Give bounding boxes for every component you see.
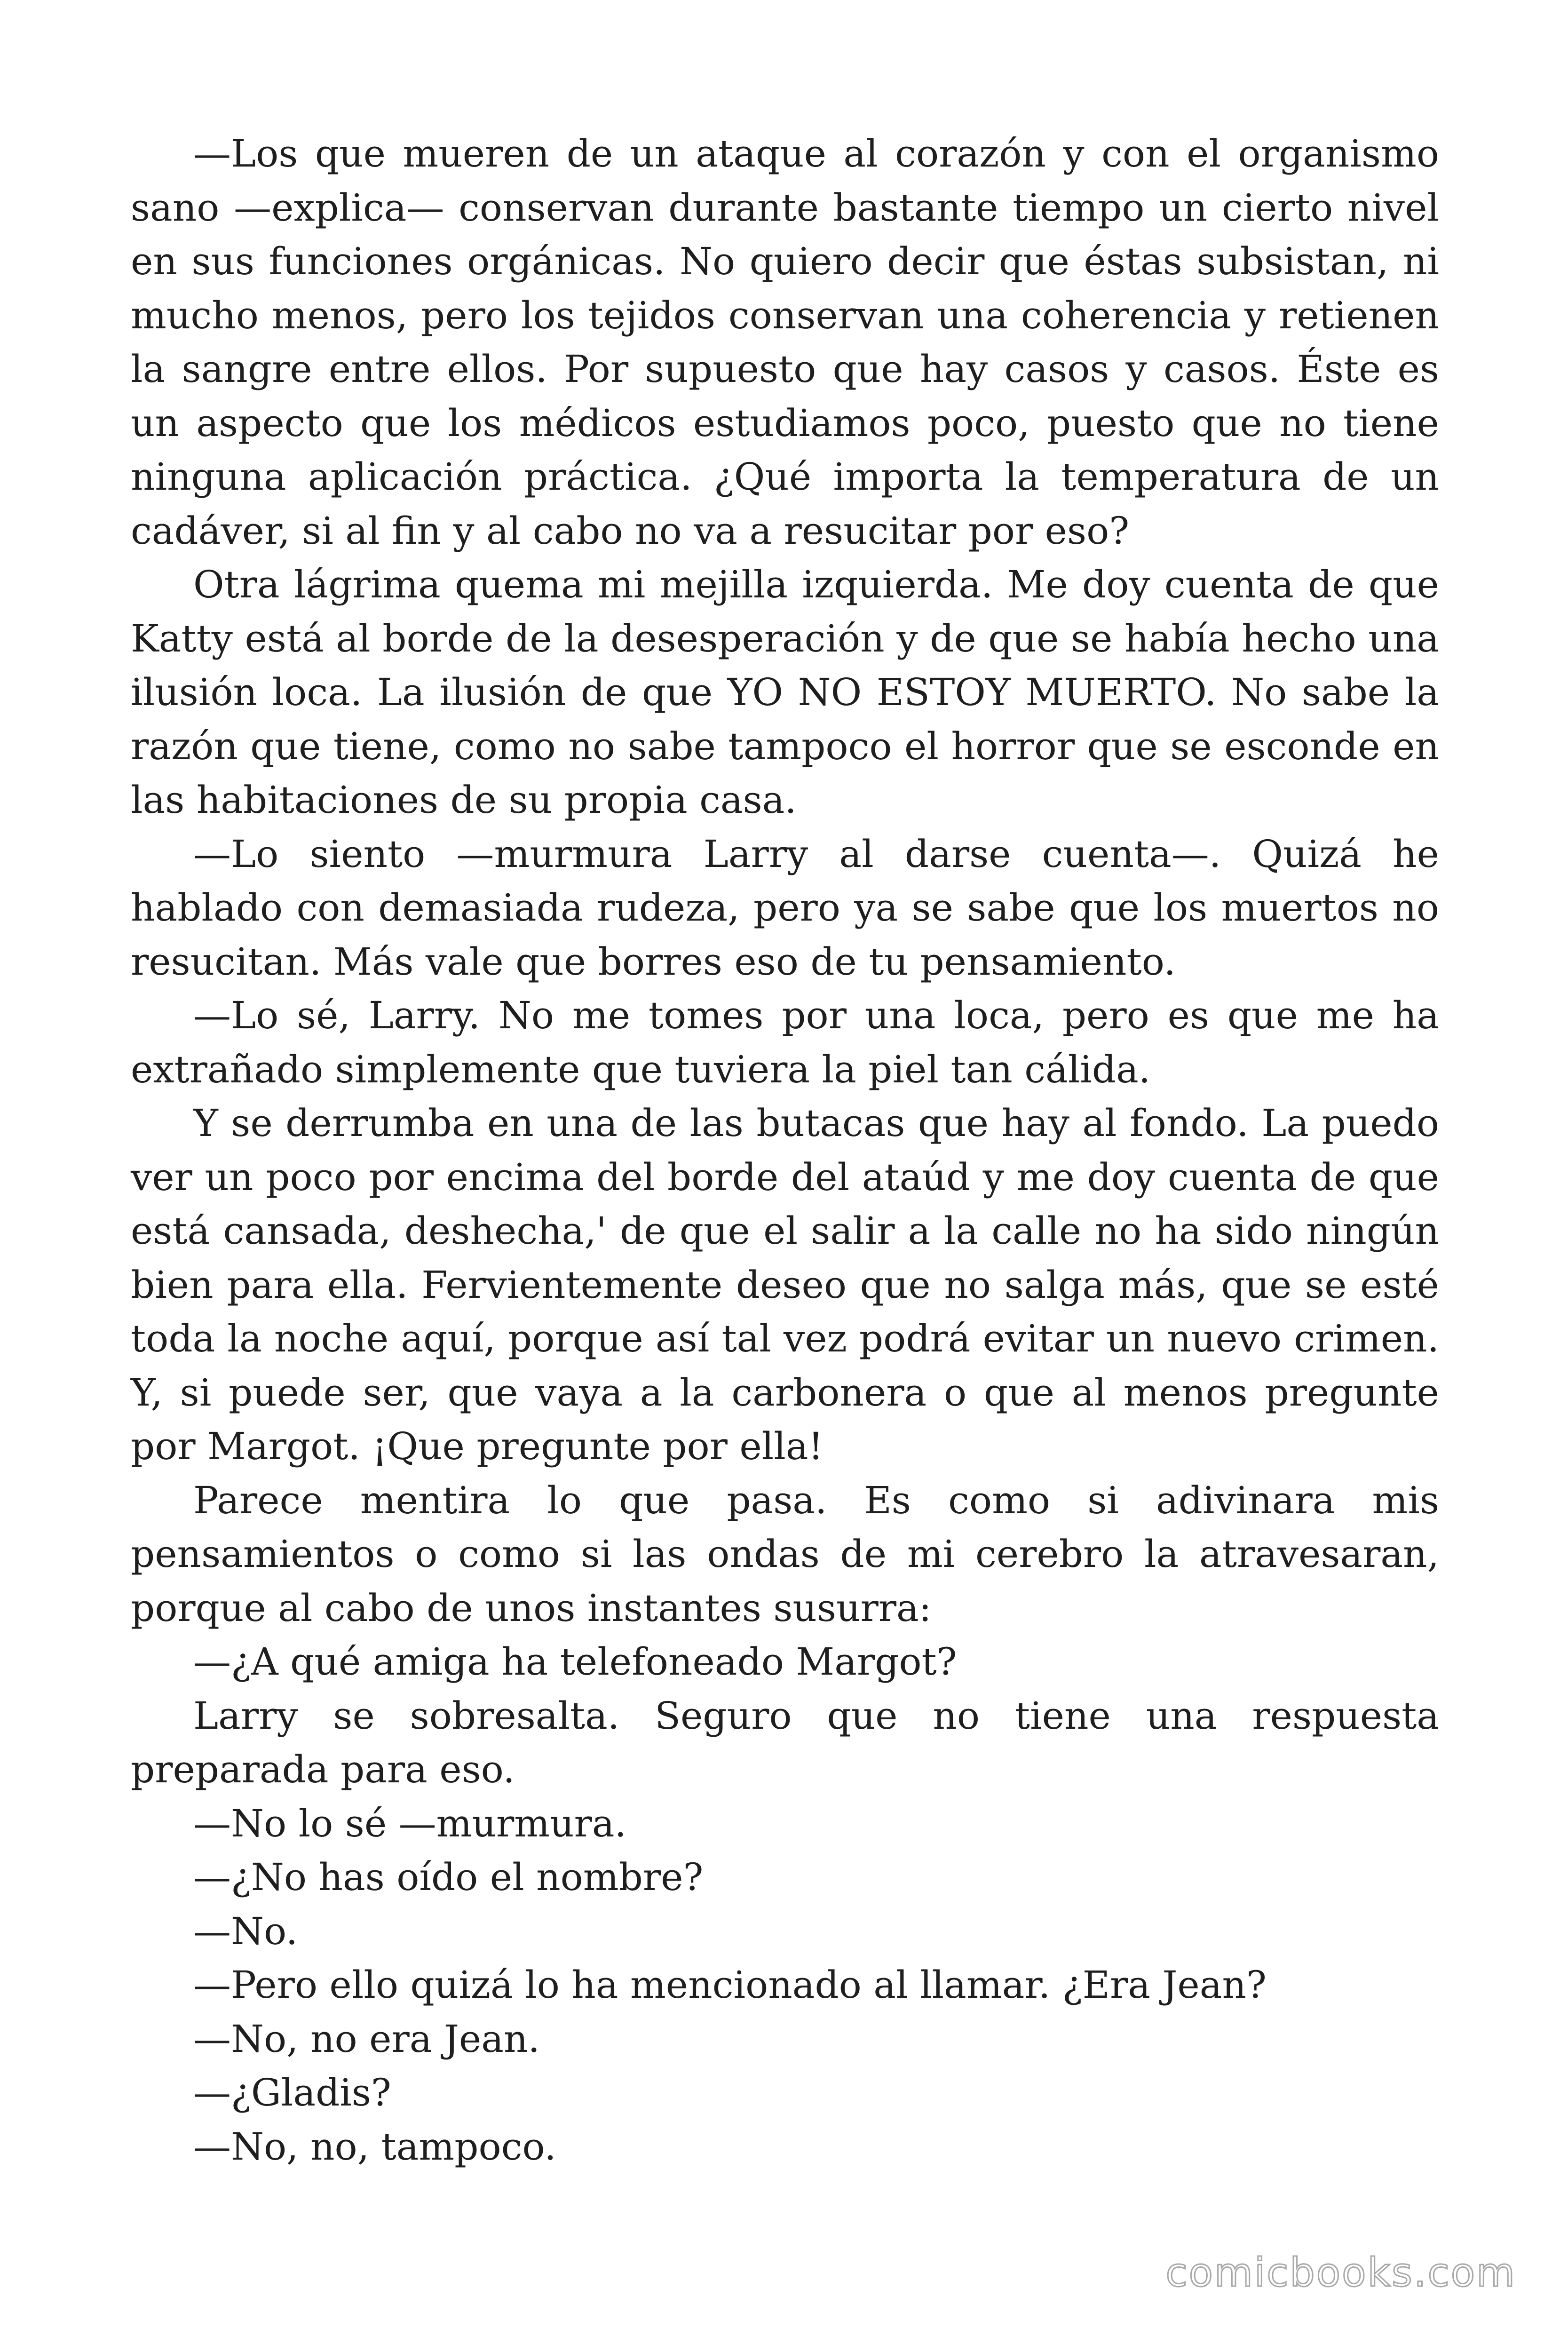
paragraph: —Pero ello quizá lo ha mencionado al llamar. ¿Era Jean? bbox=[193, 1963, 1267, 2007]
watermark: comicbooks.com bbox=[1165, 2249, 1516, 2296]
paragraph: —No, no era Jean. bbox=[193, 2017, 540, 2061]
paragraph: Otra lágrima quema mi mejilla izquierda. Me doy cuenta de que Katty está al borde de la desesperación y de que se había hecho una ilusión loca. La ilusión de que YO NO ESTOY MUERTO. No sabe la razón que tiene, como no sabe tampoco el horror que se esconde en las habitaciones de su propia casa. bbox=[131, 563, 1439, 822]
paragraph: —¿No has oído el nombre? bbox=[193, 1855, 704, 1899]
paragraph: Parece mentira lo que pasa. Es como si adivinara mis pensamientos o como si las ondas de mi cerebro la atravesaran, porque al cabo de unos instantes susurra: bbox=[131, 1478, 1439, 1630]
paragraph: —Los que mueren de un ataque al corazón y con el organismo sano —explica— conservan durante bastante tiempo un cierto nivel en sus funciones orgánicas. No quiero decir que éstas subsistan, ni mucho menos, pero los tejidos conservan una coherencia y retienen la sangre entre ellos. Por supuesto que hay casos y casos. Éste es un aspecto que los médicos estudiamos poco, puesto que no tiene ninguna aplicación práctica. ¿Qué importa la temperatura de un cadáver, si al fin y al cabo no va a resucitar por eso? bbox=[131, 132, 1439, 553]
body-text bbox=[131, 127, 1439, 2174]
paragraph: —Lo siento —murmura Larry al darse cuenta—. Quizá he hablado con demasiada rudeza, pero ya se sabe que los muertos no resucitan. Más vale que borres eso de tu pensamiento. bbox=[131, 832, 1439, 984]
paragraph: —No, no, tampoco. bbox=[193, 2124, 556, 2169]
paragraph: Larry se sobresalta. Seguro que no tiene una respuesta preparada para eso. bbox=[131, 1693, 1439, 1791]
paragraph: Y se derrumba en una de las butacas que hay al fondo. La puedo ver un poco por encima del borde del ataúd y me doy cuenta de que está cansada, deshecha,' de que el salir a la calle no ha sido ningún bien para ella. Fervientemente deseo que no salga más, que se esté toda la noche aquí, porque así tal vez podrá evitar un nuevo crimen. Y, si puede ser, que vaya a la carbonera o que al menos pregunte por Margot. ¡Que pregunte por ella! bbox=[131, 1101, 1439, 1468]
paragraph: —No. bbox=[193, 1909, 298, 1953]
paragraph: —¿Gladis? bbox=[193, 2071, 391, 2114]
paragraph: —Lo sé, Larry. No me tomes por una loca, pero es que me ha extrañado simplemente que tuviera la piel tan cálida. bbox=[131, 993, 1439, 1091]
paragraph: —¿A qué amiga ha telefoneado Margot? bbox=[193, 1640, 957, 1684]
paragraph: —No lo sé —murmura. bbox=[193, 1801, 626, 1845]
